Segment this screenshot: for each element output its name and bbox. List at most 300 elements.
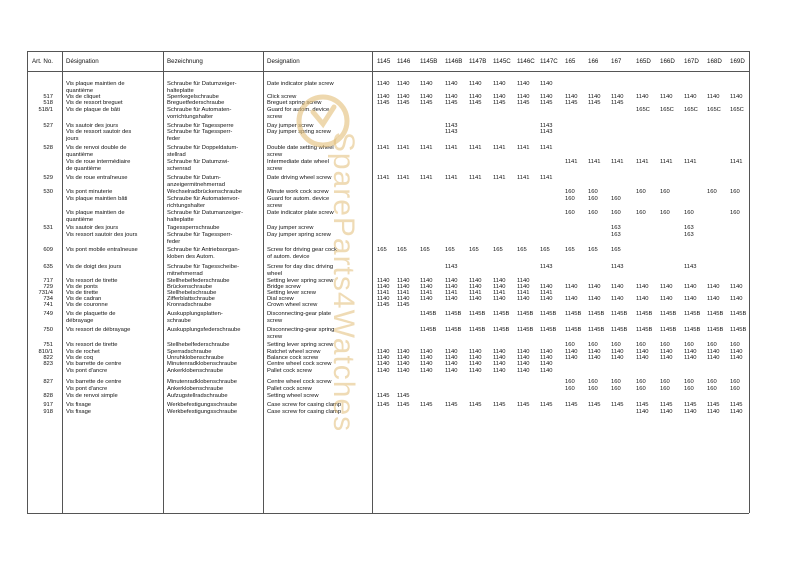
designation-en: Guard for autom. device: [267, 196, 330, 202]
bezeichnung-de: Schraube für Tagessperr-: [167, 129, 233, 135]
caliber-value: 1140: [565, 355, 578, 361]
caliber-value: 1145: [611, 100, 624, 106]
designation-en: Setting lever spring screw: [267, 342, 334, 348]
caliber-value: 1140: [684, 284, 697, 290]
caliber-value: 1145B: [445, 311, 462, 317]
caliber-value: 1140: [445, 81, 458, 87]
caliber-value: 1140: [730, 409, 743, 415]
caliber-value: 1141: [469, 290, 482, 296]
caliber-value: 1145: [588, 402, 601, 408]
bezeichnung-de: Zifferblattschraube: [167, 296, 215, 302]
bezeichnung-de: Schraube für Automaten-: [167, 107, 232, 113]
bezeichnung-de: Schraube für Tagessperre: [167, 123, 234, 129]
caliber-value: 1140: [377, 355, 390, 361]
designation-en: screw: [267, 333, 283, 340]
bezeichnung-de: Unruhklobenschraube: [167, 355, 224, 361]
bezeichnung-de: Schraube für Automatenvor-: [167, 196, 240, 202]
designation-en: Ratchet wheel screw: [267, 349, 321, 355]
caliber-value: 1145: [540, 402, 553, 408]
caliber-value: 1145: [397, 302, 410, 308]
caliber-value: 160: [684, 210, 694, 216]
caliber-value: 1140: [684, 355, 697, 361]
bezeichnung-de: Ankerklobenschraube: [167, 386, 224, 392]
caliber-value: 1140: [636, 355, 649, 361]
caliber-value: 1140: [517, 296, 530, 302]
art-number: 717: [43, 278, 53, 284]
caliber-header: 167: [611, 58, 622, 65]
bezeichnung-de: anzeigermitnehmerrad: [167, 181, 225, 188]
caliber-value: 1141: [540, 290, 553, 296]
designation-fr: Vis de tirette: [66, 290, 99, 296]
bezeichnung-de: schenrad: [167, 165, 191, 172]
designation-fr: Vis pont minuterie: [66, 189, 113, 195]
bezeichnung-de: Schraube für Tagessperr-: [167, 232, 233, 238]
caliber-header: 165D: [636, 58, 651, 65]
caliber-value: 1140: [397, 278, 410, 284]
caliber-value: 160: [565, 342, 575, 348]
designation-fr: Vis barrette de centre: [66, 379, 122, 385]
caliber-value: 1140: [565, 349, 578, 355]
designation-en: Screw for driving gear cock: [267, 247, 337, 253]
caliber-value: 1143: [540, 123, 553, 129]
caliber-value: 1145: [493, 100, 506, 106]
caliber-value: 1140: [517, 81, 530, 87]
art-number: 822: [43, 355, 53, 361]
designation-fr: Vis pont d'ancre: [66, 386, 108, 392]
caliber-value: 160: [730, 386, 740, 392]
bezeichnung-de: Werkbefestigungsschraube: [167, 409, 238, 415]
caliber-value: 1145: [397, 393, 410, 399]
bezeichnung-de: Sperrkegelschraube: [167, 94, 219, 100]
caliber-value: 160: [684, 342, 694, 348]
caliber-value: 1145: [377, 393, 390, 399]
caliber-value: 1140: [517, 278, 530, 284]
caliber-value: 1141: [445, 145, 458, 151]
designation-fr: de quantième: [66, 165, 102, 172]
caliber-value: 1143: [611, 264, 624, 270]
designation-en: Case screw for casing clamp: [267, 409, 342, 415]
caliber-header: 1147C: [540, 58, 558, 65]
bezeichnung-de: Breguetfederschraube: [167, 100, 225, 106]
caliber-value: 1140: [377, 81, 390, 87]
caliber-value: 165: [611, 247, 621, 253]
caliber-value: 160: [730, 379, 740, 385]
caliber-value: 1145B: [730, 327, 747, 333]
caliber-value: 1145B: [493, 327, 510, 333]
art-number: 529: [43, 175, 53, 181]
caliber-value: 1140: [397, 355, 410, 361]
caliber-value: 1145B: [540, 327, 557, 333]
designation-en: Setting wheel screw: [267, 393, 319, 399]
header-art-no: Art. No.: [32, 58, 53, 65]
caliber-value: 1140: [684, 296, 697, 302]
caliber-value: 1145: [517, 100, 530, 106]
caliber-value: 1140: [540, 81, 553, 87]
caliber-value: 160: [684, 386, 694, 392]
caliber-value: 1140: [445, 368, 458, 374]
caliber-value: 1143: [540, 129, 553, 135]
designation-fr: Vis barrette de centre: [66, 361, 122, 367]
designation-fr: quantième: [66, 151, 94, 158]
art-number: 823: [43, 361, 53, 367]
designation-en: Guard for autom. device: [267, 107, 330, 113]
caliber-value: 1140: [684, 94, 697, 100]
designation-fr: Vis de plaquette de: [66, 311, 116, 317]
caliber-value: 1141: [588, 159, 601, 165]
caliber-value: 1141: [684, 159, 697, 165]
caliber-header: 1145: [377, 58, 391, 65]
caliber-value: 1145B: [730, 311, 747, 317]
art-number: 827: [43, 379, 53, 385]
bezeichnung-de: Schraube für Datum-: [167, 175, 221, 181]
caliber-value: 1140: [540, 368, 553, 374]
caliber-value: 1141: [517, 145, 530, 151]
caliber-value: 160: [565, 210, 575, 216]
watermark-text: SpareParts4Watches: [327, 131, 360, 433]
art-number: 517: [43, 94, 53, 100]
table-bottom-border: [27, 513, 749, 514]
designation-fr: Vis de ressort sautoir des: [66, 129, 132, 135]
caliber-value: 1140: [730, 349, 743, 355]
caliber-value: 160: [707, 386, 717, 392]
caliber-value: 165: [420, 247, 430, 253]
designation-en: Date indicator plate screw: [267, 81, 334, 87]
designation-fr: Vis de cadran: [66, 296, 102, 302]
caliber-value: 1145: [377, 302, 390, 308]
caliber-value: 1141: [636, 159, 649, 165]
caliber-value: 1141: [565, 159, 578, 165]
bezeichnung-de: Auskupplungsfederschraube: [167, 327, 241, 333]
art-number: 731/4: [38, 290, 53, 296]
designation-fr: Vis plaque maintien de: [66, 210, 125, 216]
caliber-value: 165C: [707, 107, 721, 113]
caliber-value: 1145B: [636, 327, 653, 333]
bezeichnung-de: Tagessperrschraube: [167, 225, 220, 231]
designation-en: Pallet cock screw: [267, 368, 312, 374]
caliber-value: 1140: [420, 361, 433, 367]
caliber-value: 1140: [517, 361, 530, 367]
designation-en: Dial screw: [267, 296, 294, 302]
caliber-value: 1145B: [420, 311, 437, 317]
caliber-value: 1140: [540, 361, 553, 367]
caliber-value: 1145B: [493, 311, 510, 317]
designation-fr: Vis de couronne: [66, 302, 108, 308]
designation-en: Breguet spring screw: [267, 100, 322, 106]
designation-fr: Vis de rochet: [66, 349, 100, 355]
caliber-value: 1141: [660, 159, 673, 165]
caliber-value: 1140: [420, 284, 433, 290]
caliber-value: 1140: [660, 94, 673, 100]
bezeichnung-de: Auskupplungsplatten-: [167, 311, 223, 317]
caliber-value: 1140: [377, 284, 390, 290]
designation-en: Disconnecting-gear plate: [267, 311, 332, 317]
caliber-value: 1145B: [707, 327, 724, 333]
designation-en: Bridge screw: [267, 284, 301, 290]
caliber-value: 1145B: [611, 311, 628, 317]
caliber-value: 160: [588, 386, 598, 392]
caliber-value: 1140: [397, 368, 410, 374]
caliber-value: 1140: [469, 349, 482, 355]
header-designation-fr: Désignation: [66, 58, 99, 65]
art-number: 531: [43, 225, 53, 231]
caliber-value: 1141: [420, 290, 433, 296]
caliber-value: 1140: [636, 349, 649, 355]
designation-fr: Vis plaque maintien bâti: [66, 196, 128, 202]
caliber-value: 1145: [684, 402, 697, 408]
caliber-value: 1141: [377, 175, 390, 181]
art-number: 518: [43, 100, 53, 106]
caliber-value: 165: [588, 247, 598, 253]
designation-en: Balance cock screw: [267, 355, 319, 361]
caliber-value: 1141: [730, 159, 743, 165]
caliber-header: 165: [565, 58, 576, 65]
designation-fr: débrayage: [66, 317, 94, 324]
caliber-value: 1140: [420, 355, 433, 361]
col-divider-de: [263, 51, 264, 513]
designation-fr: Vis fixage: [66, 409, 92, 415]
caliber-value: 1140: [445, 361, 458, 367]
caliber-value: 1140: [660, 296, 673, 302]
caliber-value: 1141: [493, 175, 506, 181]
designation-fr: Vis de roue entraîneuse: [66, 175, 128, 181]
designation-fr: Vis de ressort breguet: [66, 100, 123, 106]
caliber-value: 1140: [397, 94, 410, 100]
header-divider: [27, 71, 749, 72]
designation-en: Setting lever spring screw: [267, 278, 334, 284]
bezeichnung-de: Schraube für Doppeldatum-: [167, 145, 239, 151]
caliber-value: 160: [660, 189, 670, 195]
caliber-value: 1145B: [588, 327, 605, 333]
art-number: 810/1: [38, 349, 53, 355]
bezeichnung-de: Brückenschraube: [167, 284, 213, 290]
bezeichnung-de: halteplatte: [167, 87, 194, 94]
caliber-value: 160: [636, 379, 646, 385]
caliber-value: 160: [684, 379, 694, 385]
caliber-value: 1141: [445, 175, 458, 181]
designation-en: Date driving wheel screw: [267, 175, 332, 181]
caliber-value: 160: [588, 196, 598, 202]
caliber-value: 1140: [660, 355, 673, 361]
caliber-value: 165: [565, 247, 575, 253]
caliber-value: 1141: [517, 290, 530, 296]
bezeichnung-de: Schraube für Datumzwi-: [167, 159, 230, 165]
designation-en: screw: [267, 317, 283, 324]
bezeichnung-de: Schraube für Datumanzeiger-: [167, 210, 244, 216]
caliber-value: 165: [540, 247, 550, 253]
caliber-value: 1140: [565, 284, 578, 290]
table-top-border: [27, 51, 749, 52]
caliber-value: 165: [517, 247, 527, 253]
caliber-value: 1145B: [420, 327, 437, 333]
caliber-header: 168D: [707, 58, 722, 65]
caliber-value: 163: [611, 232, 621, 238]
bezeichnung-de: Sperradschraube: [167, 349, 212, 355]
caliber-value: 1140: [493, 349, 506, 355]
caliber-header: 166D: [660, 58, 675, 65]
caliber-value: 1140: [493, 355, 506, 361]
caliber-value: 165C: [684, 107, 698, 113]
caliber-value: 1145: [397, 100, 410, 106]
caliber-value: 160: [660, 342, 670, 348]
caliber-value: 1141: [377, 290, 390, 296]
designation-en: Case screw for casing clamp: [267, 402, 342, 408]
caliber-value: 1145B: [684, 327, 701, 333]
caliber-value: 1140: [730, 284, 743, 290]
caliber-value: 1140: [469, 278, 482, 284]
caliber-value: 1140: [377, 349, 390, 355]
designation-fr: Vis ressort sautoir des jours: [66, 232, 138, 238]
caliber-value: 1140: [445, 278, 458, 284]
caliber-value: 160: [588, 210, 598, 216]
bezeichnung-de: Wechselradbrückenschraube: [167, 189, 242, 195]
art-number: 635: [43, 264, 53, 270]
caliber-value: 1140: [540, 355, 553, 361]
caliber-value: 1141: [397, 175, 410, 181]
caliber-value: 1145B: [517, 311, 534, 317]
caliber-value: 1140: [517, 284, 530, 290]
caliber-value: 160: [588, 342, 598, 348]
caliber-value: 1141: [540, 145, 553, 151]
caliber-value: 1141: [493, 290, 506, 296]
bezeichnung-de: Aufzugstellradschraube: [167, 393, 228, 399]
caliber-value: 1140: [397, 284, 410, 290]
caliber-value: 1141: [420, 175, 433, 181]
caliber-value: 1140: [493, 368, 506, 374]
caliber-value: 1141: [493, 145, 506, 151]
bezeichnung-de: mitnehmerrad: [167, 270, 203, 277]
caliber-value: 1140: [469, 284, 482, 290]
caliber-value: 1140: [611, 94, 624, 100]
caliber-value: 1140: [636, 284, 649, 290]
caliber-value: 1140: [565, 94, 578, 100]
caliber-header: 1145B: [420, 58, 438, 65]
caliber-value: 1140: [588, 296, 601, 302]
caliber-value: 1140: [445, 94, 458, 100]
caliber-value: 1141: [611, 159, 624, 165]
caliber-value: 1140: [588, 284, 601, 290]
caliber-value: 1140: [493, 278, 506, 284]
caliber-value: 1140: [420, 278, 433, 284]
caliber-value: 165C: [730, 107, 744, 113]
caliber-value: 1140: [565, 296, 578, 302]
caliber-value: 1140: [445, 349, 458, 355]
bezeichnung-de: schraube: [167, 317, 191, 324]
designation-fr: Vis de renvoi simple: [66, 393, 118, 399]
caliber-value: 1145: [377, 402, 390, 408]
caliber-value: 1143: [445, 129, 458, 135]
caliber-value: 160: [660, 379, 670, 385]
caliber-value: 165: [493, 247, 503, 253]
caliber-header: 1146: [397, 58, 411, 65]
caliber-value: 160: [707, 189, 717, 195]
designation-fr: Vis pont d'ancre: [66, 368, 108, 374]
caliber-value: 1143: [445, 264, 458, 270]
caliber-value: 1145: [565, 402, 578, 408]
caliber-value: 160: [660, 210, 670, 216]
caliber-value: 1140: [611, 284, 624, 290]
caliber-value: 1140: [660, 284, 673, 290]
bezeichnung-de: Schraube für Datumzeiger-: [167, 81, 237, 87]
caliber-value: 1140: [707, 284, 720, 290]
designation-fr: Vis de renvoi double de: [66, 145, 127, 151]
designation-en: screw: [267, 165, 283, 172]
caliber-value: 1141: [445, 290, 458, 296]
caliber-value: 1140: [636, 409, 649, 415]
caliber-value: 1140: [493, 361, 506, 367]
caliber-value: 160: [611, 210, 621, 216]
col-divider-en: [372, 51, 373, 513]
caliber-value: 1140: [588, 349, 601, 355]
caliber-value: 1140: [611, 349, 624, 355]
caliber-header: 1146B: [445, 58, 463, 65]
caliber-value: 1140: [493, 94, 506, 100]
caliber-value: 1140: [707, 296, 720, 302]
caliber-value: 1145: [420, 100, 433, 106]
designation-en: of autom. device: [267, 253, 310, 260]
caliber-value: 1145: [377, 100, 390, 106]
caliber-value: 1140: [397, 81, 410, 87]
caliber-header: 166: [588, 58, 599, 65]
caliber-header: 1145C: [493, 58, 511, 65]
bezeichnung-de: Schraube für Tagesscheibe-: [167, 264, 240, 270]
caliber-value: 160: [611, 386, 621, 392]
art-number: 729: [43, 284, 53, 290]
art-number: 528: [43, 145, 53, 151]
caliber-value: 1145: [445, 402, 458, 408]
caliber-value: 1145B: [707, 311, 724, 317]
bezeichnung-de: Minutenradklobenschraube: [167, 379, 237, 385]
caliber-value: 1140: [469, 81, 482, 87]
designation-en: Day jumper screw: [267, 123, 314, 129]
caliber-value: 1140: [377, 296, 390, 302]
caliber-value: 1145: [445, 100, 458, 106]
caliber-value: 1140: [397, 361, 410, 367]
designation-fr: Vis ressort de tirette: [66, 342, 118, 348]
caliber-value: 160: [588, 189, 598, 195]
caliber-value: 163: [684, 225, 694, 231]
caliber-header: 1146C: [517, 58, 535, 65]
caliber-value: 165: [377, 247, 387, 253]
caliber-value: 1141: [517, 175, 530, 181]
designation-fr: Vis de coq: [66, 355, 93, 361]
designation-fr: quantième: [66, 216, 94, 223]
caliber-value: 1145: [469, 100, 482, 106]
caliber-value: 1145B: [540, 311, 557, 317]
designation-en: Click screw: [267, 94, 297, 100]
caliber-value: 160: [730, 342, 740, 348]
caliber-value: 1143: [540, 264, 553, 270]
designation-fr: Vis sautoir des jours: [66, 123, 119, 129]
caliber-value: 160: [611, 379, 621, 385]
bezeichnung-de: kloben des Autom.: [167, 253, 215, 260]
header-designation-en: Designation: [267, 58, 300, 65]
bezeichnung-de: Stellhebelfederschraube: [167, 342, 230, 348]
caliber-value: 165C: [660, 107, 674, 113]
caliber-value: 160: [565, 386, 575, 392]
caliber-value: 1145: [611, 402, 624, 408]
caliber-value: 1140: [707, 355, 720, 361]
caliber-value: 163: [684, 232, 694, 238]
designation-fr: Vis sautoir des jours: [66, 225, 119, 231]
art-number: 609: [43, 247, 53, 253]
designation-en: screw: [267, 113, 283, 120]
bezeichnung-de: Minutenradklobenschraube: [167, 361, 237, 367]
caliber-value: 1140: [420, 349, 433, 355]
caliber-value: 1143: [684, 264, 697, 270]
art-number: 917: [43, 402, 53, 408]
caliber-value: 160: [636, 189, 646, 195]
designation-en: Pallet cock screw: [267, 386, 312, 392]
